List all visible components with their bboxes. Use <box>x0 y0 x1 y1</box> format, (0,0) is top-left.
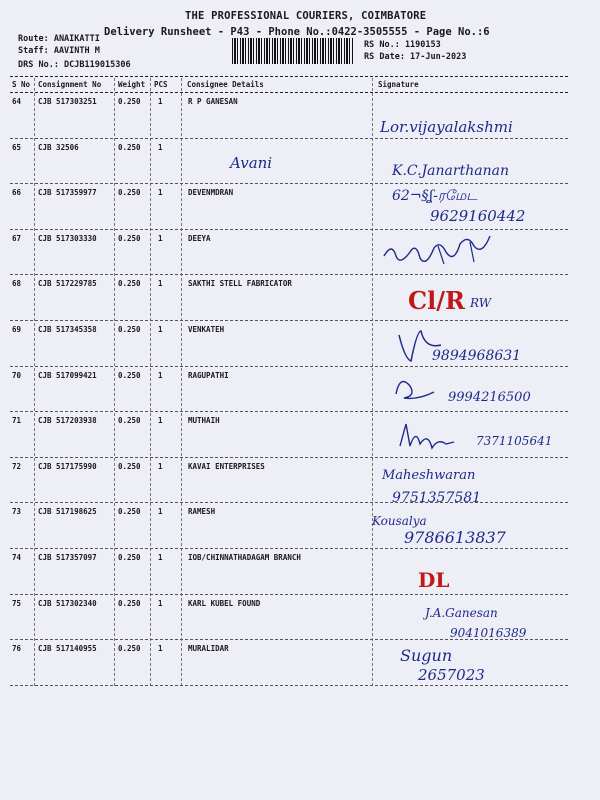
signature-70-scribble <box>392 374 442 404</box>
signature-70: 9994216500 <box>448 390 531 405</box>
row-pcs: 1 <box>158 142 163 152</box>
row-separator <box>10 502 568 503</box>
row-consignee: RAMESH <box>188 507 216 517</box>
row-consignee: SAKTHI STELL FABRICATOR <box>188 279 292 289</box>
route-label: Route: ANAIKATTI <box>18 34 100 44</box>
signature-71: 7371105641 <box>476 434 553 448</box>
row-consignment-no: CJB 517229785 <box>38 279 97 289</box>
row-separator <box>10 411 568 412</box>
row-separator <box>10 229 568 230</box>
row-pcs: 1 <box>158 553 163 562</box>
signature-75: J.A.Ganesan <box>425 606 498 620</box>
row-sno: 69 <box>12 325 22 334</box>
col-divider <box>372 78 373 686</box>
row-weight: 0.250 <box>118 325 141 334</box>
signature-68: Cl/R <box>408 286 465 315</box>
signature-72: Maheshwaran <box>382 468 476 483</box>
signature-66-b: 9629160442 <box>430 207 526 225</box>
row-consignment-no: CJB 32506 <box>38 142 79 152</box>
row-consignee: KARL KUBEL FOUND <box>188 598 261 608</box>
row-sno: 75 <box>12 598 22 608</box>
row-weight: 0.250 <box>118 188 141 198</box>
row-weight: 0.250 <box>118 97 141 106</box>
row-sno: 72 <box>12 461 22 471</box>
row-pcs: 1 <box>158 507 163 517</box>
signature-74: DL <box>418 568 450 592</box>
col-divider <box>114 78 115 686</box>
col-weight: Weight <box>118 80 146 89</box>
row-consignment-no: CJB 517302340 <box>38 598 97 608</box>
row-sno: 64 <box>12 97 22 106</box>
row-consignee: IOB/CHINNATHADAGAM BRANCH <box>188 553 301 562</box>
row-weight: 0.250 <box>118 370 141 380</box>
row-pcs: 1 <box>158 416 163 426</box>
col-signature: Signature <box>378 80 419 89</box>
row-consignment-no: CJB 517357097 <box>38 553 97 562</box>
drs-number: DRS No.: DCJB119015306 <box>18 60 131 70</box>
col-consignee: Consignee Details <box>187 80 264 89</box>
row-consignment-no: CJB 517359977 <box>38 188 97 198</box>
row-separator <box>10 457 568 458</box>
row-pcs: 1 <box>158 461 163 471</box>
row-pcs: 1 <box>158 598 163 608</box>
row-consignment-no: CJB 517303330 <box>38 233 97 243</box>
row-pcs: 1 <box>158 188 163 198</box>
row-sno: 73 <box>12 507 22 517</box>
signature-64: Lor.vijayalakshmi <box>380 118 513 136</box>
row-sno: 67 <box>12 233 22 243</box>
col-sno: S No <box>12 80 31 89</box>
row-weight: 0.250 <box>118 598 141 608</box>
signature-76-num: 2657023 <box>418 666 485 684</box>
note-65: Avani <box>230 154 273 172</box>
row-weight: 0.250 <box>118 461 141 471</box>
row-consignee: R P GANESAN <box>188 97 238 106</box>
row-weight: 0.250 <box>118 553 141 562</box>
row-sno: 71 <box>12 416 22 426</box>
row-sno: 76 <box>12 644 22 654</box>
runsheet-subtitle: Delivery Runsheet - P43 - Phone No.:0422-3505555 - Page No.:6 <box>104 26 490 38</box>
row-separator <box>10 594 568 595</box>
row-consignee: MURALIDAR <box>188 644 229 654</box>
row-pcs: 1 <box>158 325 163 334</box>
row-consignment-no: CJB 517303251 <box>38 97 97 106</box>
col-divider <box>181 78 182 686</box>
col-divider <box>150 78 151 686</box>
barcode <box>232 38 354 64</box>
row-pcs: 1 <box>158 279 163 289</box>
rs-number: RS No.: 1190153 <box>364 40 441 50</box>
row-sno: 70 <box>12 370 22 380</box>
signature-68-initials: RW <box>470 296 492 310</box>
row-consignee: KAVAI ENTERPRISES <box>188 461 265 471</box>
row-consignment-no: CJB 517099421 <box>38 370 97 380</box>
row-weight: 0.250 <box>118 507 141 517</box>
company-title: THE PROFESSIONAL COURIERS, COIMBATORE <box>185 10 427 22</box>
rs-date: RS Date: 17-Jun-2023 <box>364 52 467 62</box>
row-consignment-no: CJB 517140955 <box>38 644 97 654</box>
row-consignee: RAGUPATHI <box>188 370 229 380</box>
col-consignment: Consignment No <box>38 80 102 89</box>
row-sno: 65 <box>12 142 22 152</box>
staff-label: Staff: AAVINTH M <box>18 46 100 56</box>
signature-67-scribble <box>378 234 518 270</box>
row-weight: 0.250 <box>118 416 141 426</box>
signature-66-a: 62¬§ʆ-ரமேட <box>392 188 478 204</box>
signature-75-phone: 9041016389 <box>450 626 527 640</box>
row-sno: 74 <box>12 553 22 562</box>
row-weight: 0.250 <box>118 233 141 243</box>
row-separator <box>10 548 568 549</box>
row-consignment-no: CJB 517198625 <box>38 507 97 517</box>
signature-65: K.C.Janarthanan <box>392 163 509 179</box>
row-weight: 0.250 <box>118 644 141 654</box>
row-sno: 68 <box>12 279 22 289</box>
signature-71-scribble <box>396 420 466 454</box>
row-consignee: MUTHAIH <box>188 416 220 426</box>
row-pcs: 1 <box>158 644 163 654</box>
row-separator <box>10 320 568 321</box>
row-separator <box>10 138 568 139</box>
row-consignment-no: CJB 517175990 <box>38 461 97 471</box>
row-consignee: VENKATEH <box>188 325 225 334</box>
row-weight: 0.250 <box>118 279 141 289</box>
row-separator <box>10 183 568 184</box>
signature-72-phone: 9751357581 <box>392 490 482 506</box>
row-consignment-no: CJB 517203938 <box>38 416 97 426</box>
row-pcs: 1 <box>158 233 163 243</box>
row-pcs: 1 <box>158 370 163 380</box>
row-separator <box>10 685 568 686</box>
row-separator <box>10 366 568 367</box>
header-top-rule <box>10 76 568 77</box>
signature-69: 9894968631 <box>432 348 522 364</box>
row-consignee: DEVENMDRAN <box>188 188 234 198</box>
header-bottom-rule <box>10 92 568 93</box>
row-consignee: DEEYA <box>188 233 211 243</box>
col-pcs: PCS <box>154 80 168 89</box>
row-consignment-no: CJB 517345358 <box>38 325 97 334</box>
row-pcs: 1 <box>158 97 163 106</box>
row-separator <box>10 274 568 275</box>
row-weight: 0.250 <box>118 142 141 152</box>
signature-73-name: Kousalya <box>372 514 427 528</box>
signature-76: Sugun <box>400 646 453 665</box>
row-sno: 66 <box>12 188 22 198</box>
col-divider <box>34 78 35 686</box>
signature-73: 9786613837 <box>404 528 506 547</box>
